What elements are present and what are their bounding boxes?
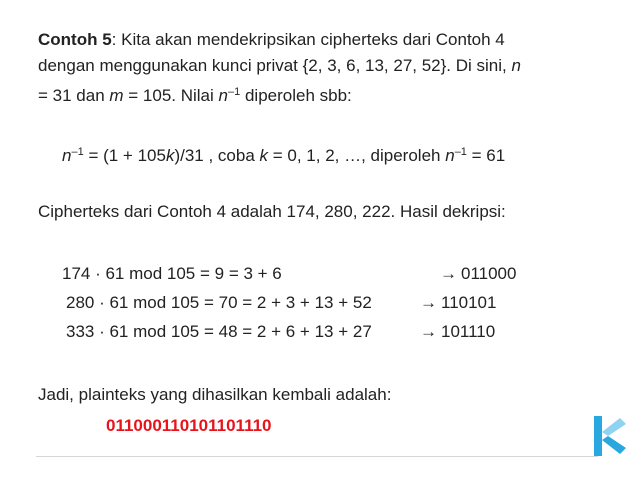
decrypt-result-2 [420,291,496,315]
paragraph-text: dengan menggunakan kunci privat {2, 3, 6, 13, 27, 52}. Di sini, [38,56,512,75]
var-m: m [109,86,124,105]
var-n: n [218,86,228,105]
arrow-icon: → [440,264,457,283]
paragraph-line-2 [38,54,521,78]
decrypt-expression: 280 · 61 mod 105 = 70 = 2 + 3 + 13 + 52 [66,293,372,312]
plaintext-result: 011000110101101110 [106,416,272,435]
decrypt-result-3 [420,320,495,344]
var-n: n [445,146,455,165]
decrypt-expression: 174 · 61 mod 105 = 9 = 3 + 6 [62,264,282,283]
paragraph-text: = 31 dan [38,86,110,105]
formula-text: )/31 , coba [174,146,260,165]
conclusion-text: Jadi, plainteks yang dihasilkan kembali adalah: [38,385,392,404]
superscript: –1 [454,146,467,158]
decrypt-bits: 101110 [441,322,496,341]
decrypt-row-3 [66,320,372,344]
formula-text: = 0, 1, 2, …, diperoleh [268,146,446,165]
paragraph-text: : Kita akan mendekripsikan cipherteks dari Contoh 4 [111,30,505,49]
var-k: k [165,146,175,165]
arrow-icon: → [420,293,437,312]
chevron-logo-icon [590,416,626,456]
footer-divider [36,456,598,457]
decrypt-expression: 333 · 61 mod 105 = 48 = 2 + 6 + 13 + 27 [66,322,372,341]
arrow-icon: → [420,322,437,341]
decrypt-bits: 011000 [461,264,517,283]
decrypt-row-2 [66,291,372,315]
formula-text: = (1 + 105 [83,146,166,165]
formula-text: = 61 [466,146,506,165]
decrypt-row-1 [62,262,282,286]
var-n: n [511,56,521,75]
paragraph-line-3 [38,80,352,108]
superscript: –1 [71,146,84,158]
var-k: k [259,146,269,165]
paragraph-text: diperoleh sbb: [240,86,352,105]
decrypt-bits: 110101 [441,293,497,312]
var-n: n [62,146,72,165]
paragraph-text: = 105. Nilai [123,86,219,105]
paragraph-line-1 [38,28,505,52]
inverse-formula [62,140,505,168]
superscript: –1 [228,86,241,98]
decrypt-result-1 [440,262,516,286]
cipher-line: Cipherteks dari Contoh 4 adalah 174, 280, 222. Hasil dekripsi: [38,202,506,221]
example-heading: Contoh 5 [38,30,112,49]
